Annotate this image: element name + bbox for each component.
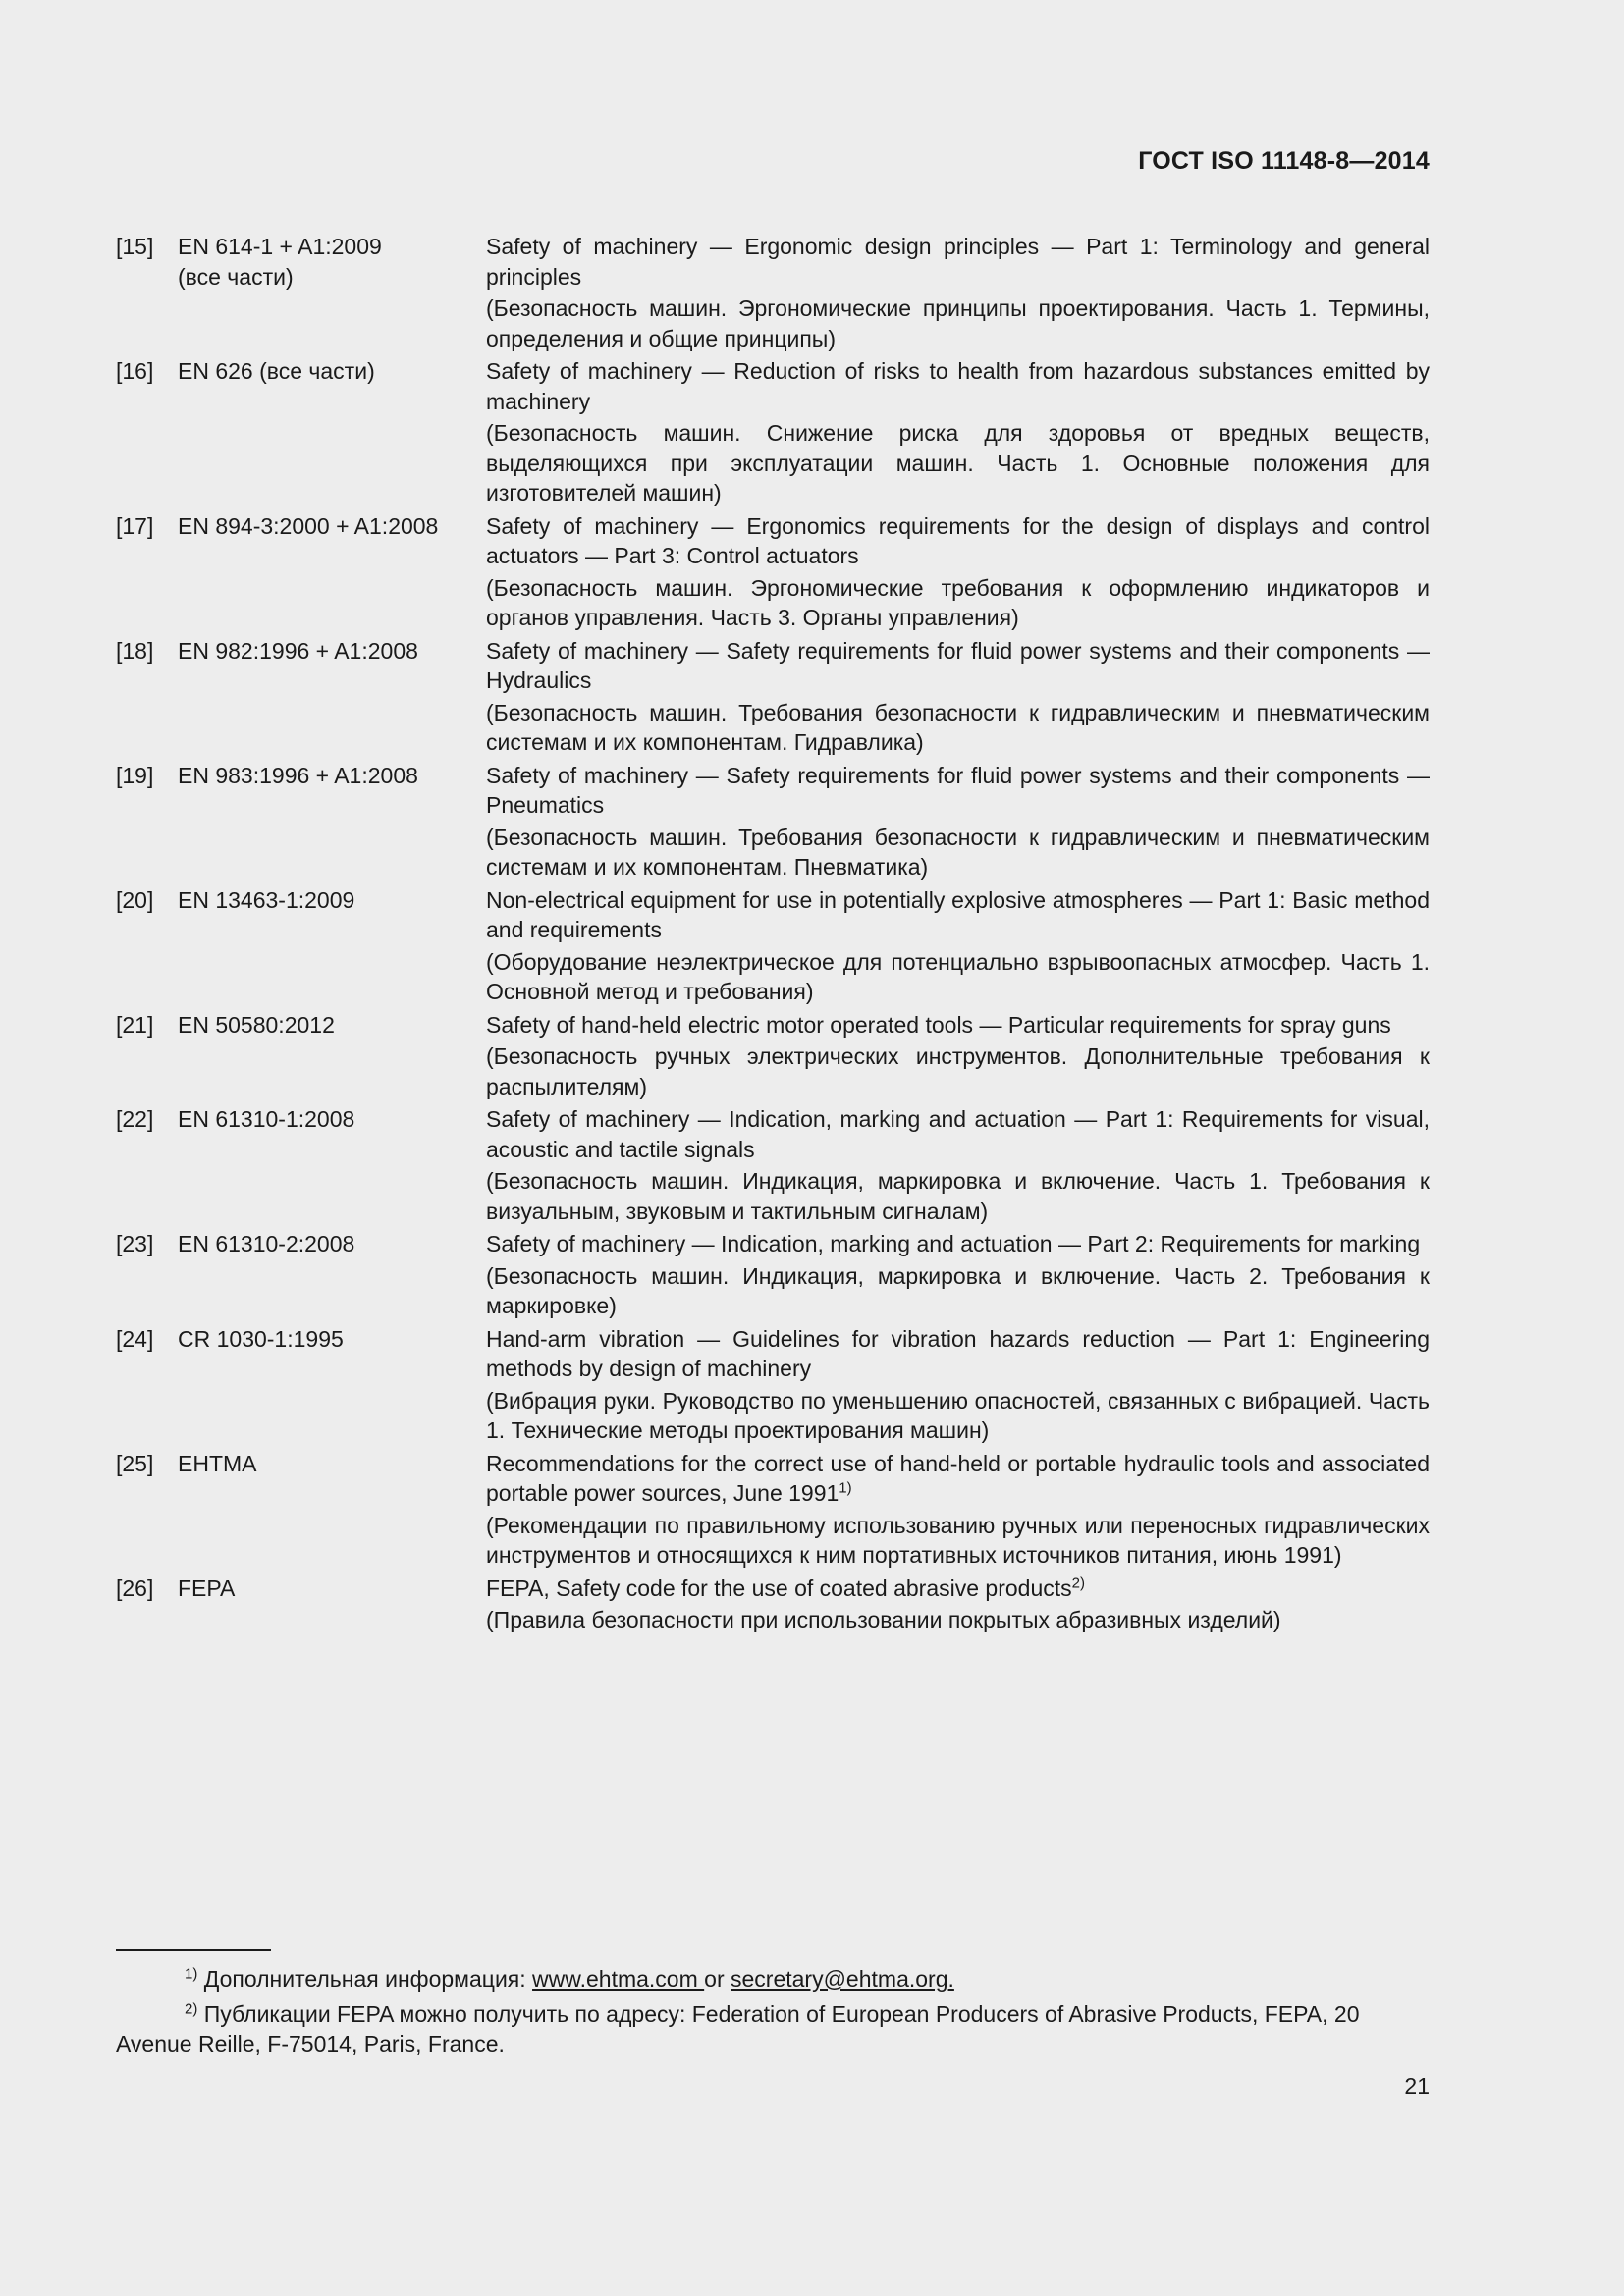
reference-title-en [486, 356, 1430, 416]
reference-code-line: EN 894-3:2000 + A1:2008 [178, 512, 439, 539]
reference-title-ru: (Безопасность машин. Индикация, маркировка и включение. Часть 2. Требования к маркировке) [486, 1262, 1430, 1318]
reference-code [178, 885, 486, 1007]
reference-entry [116, 1574, 1430, 1635]
reference-title-ru: (Вибрация руки. Руководство по уменьшению опасностей, связанных с вибрацией. Часть 1. Технические методы проектирования машин) [486, 1387, 1430, 1443]
footnote-reference-mark: 2) [1071, 1574, 1085, 1591]
reference-title-en-text: Safety of machinery — Indication, marking and actuation — Part 1: Requirements for visual, acoustic and tactile signals [486, 1106, 1430, 1162]
reference-entry [116, 1104, 1430, 1226]
reference-entry [116, 232, 1430, 353]
document-header: ГОСТ ISO 11148-8—2014 [1138, 147, 1430, 175]
reference-entry [116, 1229, 1430, 1321]
footnote-separator [116, 1949, 271, 1951]
reference-title-en-text: Safety of machinery — Ergonomic design principles — Part 1: Terminology and general principles [486, 234, 1430, 290]
reference-description [486, 511, 1430, 633]
reference-title-en-text: Non-electrical equipment for use in potentially explosive atmospheres — Part 1: Basic method and requirements [486, 886, 1430, 942]
reference-title-en-text: Safety of hand-held electric motor operated tools — Particular requirements for spray guns [486, 1011, 1391, 1038]
reference-title-ru: (Рекомендации по правильному использованию ручных или переносных гидравлических инструментов и относящихся к ним портативных источников питания, июнь 1991) [486, 1512, 1430, 1568]
reference-code-line: EHTMA [178, 1450, 257, 1476]
reference-entry [116, 511, 1430, 633]
reference-number: [17] [116, 512, 154, 539]
reference-title-en [486, 1010, 1430, 1041]
reference-title-ru: (Безопасность ручных электрических инструментов. Дополнительные требования к распылителям) [486, 1043, 1430, 1099]
reference-code-line: EN 50580:2012 [178, 1011, 335, 1038]
reference-title-en-text: Hand-arm vibration — Guidelines for vibration hazards reduction — Part 1: Engineering methods by design of machinery [486, 1325, 1430, 1381]
reference-code [178, 511, 486, 633]
reference-title-en [486, 1229, 1430, 1259]
reference-number: [15] [116, 234, 154, 259]
reference-title-ru: (Безопасность машин. Требования безопасности к гидравлическим и пневматическим системам и их компонентам. Пневматика) [486, 824, 1430, 880]
reference-code-line: FEPA [178, 1575, 236, 1601]
footnote-1 [116, 1964, 1430, 1995]
footnote-text: Дополнительная информация: [203, 1966, 533, 1992]
reference-description [486, 1574, 1430, 1635]
reference-description [486, 1104, 1430, 1226]
reference-code [178, 1229, 486, 1321]
reference-number: [22] [116, 1106, 154, 1132]
reference-title-en [486, 1449, 1430, 1509]
reference-number: [26] [116, 1575, 154, 1601]
reference-code-line: EN 61310-2:2008 [178, 1231, 355, 1256]
reference-description [486, 1010, 1430, 1102]
ehtma-website-link[interactable]: www.ehtma.com [532, 1966, 705, 1992]
reference-title-en-text: FEPA, Safety code for the use of coated abrasive products [486, 1575, 1072, 1601]
reference-title-en-text: Safety of machinery — Safety requirements for fluid power systems and their components — Pneumatics [486, 762, 1430, 818]
reference-number: [24] [116, 1325, 154, 1352]
reference-code [178, 636, 486, 758]
footnote-reference-mark: 1) [839, 1479, 852, 1497]
reference-code-line: CR 1030-1:1995 [178, 1325, 344, 1352]
reference-description [486, 1229, 1430, 1321]
reference-title-en [486, 1104, 1430, 1164]
reference-title-en [486, 232, 1430, 292]
reference-code [178, 1449, 486, 1571]
reference-number: [25] [116, 1450, 154, 1476]
bibliography-list [116, 232, 1430, 1638]
reference-code-line: EN 626 (все части) [178, 358, 375, 384]
reference-code [178, 1324, 486, 1446]
reference-code [178, 1104, 486, 1226]
reference-number: [16] [116, 358, 154, 384]
reference-title-en-text: Safety of machinery — Ergonomics requirements for the design of displays and control actuators — Part 3: Control actuators [486, 512, 1430, 568]
reference-title-ru: (Правила безопасности при использовании покрытых абразивных изделий) [486, 1607, 1281, 1632]
reference-description [486, 636, 1430, 758]
reference-title-en [486, 885, 1430, 945]
reference-entry [116, 636, 1430, 758]
footnote-mark: 1) [185, 1965, 198, 1983]
reference-number: [20] [116, 886, 154, 913]
reference-code [178, 232, 486, 353]
reference-code-line: EN 13463-1:2009 [178, 886, 355, 913]
reference-entry [116, 1449, 1430, 1571]
reference-title-en-text: Safety of machinery — Reduction of risks to health from hazardous substances emitted by machinery [486, 358, 1430, 414]
reference-code [178, 1010, 486, 1102]
footnote-text: Публикации FEPA можно получить по адресу: Federation of European Producers of Abrasive Products, FEPA, 20 Avenue Reille, F-75014, Paris, France. [116, 2001, 1360, 2056]
reference-code-line: EN 614-1 + A1:2009 [178, 234, 382, 259]
reference-title-en [486, 761, 1430, 821]
reference-title-en-text: Safety of machinery — Safety requirements for fluid power systems and their components — Hydraulics [486, 637, 1430, 693]
reference-description [486, 1449, 1430, 1571]
reference-title-ru: (Безопасность машин. Требования безопасности к гидравлическим и пневматическим системам и их компонентам. Гидравлика) [486, 699, 1430, 755]
reference-title-ru: (Оборудование неэлектрическое для потенциально взрывоопасных атмосфер. Часть 1. Основной метод и требования) [486, 948, 1430, 1004]
reference-code [178, 356, 486, 508]
footnote-2 [116, 2000, 1430, 2059]
reference-code-line: EN 982:1996 + A1:2008 [178, 637, 418, 664]
reference-title-en-text: Recommendations for the correct use of hand-held or portable hydraulic tools and associated portable power sources, June 1991 [486, 1450, 1430, 1506]
page-number: 21 [1404, 2073, 1430, 2099]
ehtma-email-link[interactable]: secretary@ehtma.org. [731, 1966, 954, 1992]
reference-entry [116, 1010, 1430, 1102]
reference-title-ru: (Безопасность машин. Снижение риска для здоровья от вредных веществ, выделяющихся при эксплуатации машин. Часть 1. Основные положения для изготовителей машин) [486, 420, 1430, 506]
reference-title-en [486, 1324, 1430, 1384]
footnote-connector: or [704, 1966, 731, 1992]
reference-title-ru: (Безопасность машин. Эргономические принципы проектирования. Часть 1. Термины, определения и общие принципы) [486, 295, 1430, 351]
reference-code [178, 761, 486, 882]
reference-entry [116, 1324, 1430, 1446]
reference-entry [116, 356, 1430, 508]
reference-description [486, 885, 1430, 1007]
reference-code-line: (все части) [178, 263, 294, 290]
reference-description [486, 356, 1430, 508]
reference-title-en-text: Safety of machinery — Indication, marking and actuation — Part 2: Requirements for marking [486, 1231, 1421, 1256]
reference-description [486, 1324, 1430, 1446]
reference-code [178, 1574, 486, 1635]
reference-description [486, 761, 1430, 882]
reference-entry [116, 885, 1430, 1007]
reference-title-en [486, 636, 1430, 696]
reference-title-en [486, 1574, 1430, 1604]
reference-code-line: EN 61310-1:2008 [178, 1106, 355, 1132]
reference-title-ru: (Безопасность машин. Индикация, маркировка и включение. Часть 1. Требования к визуальным, звуковым и тактильным сигналам) [486, 1168, 1430, 1224]
reference-number: [19] [116, 762, 154, 788]
reference-title-ru: (Безопасность машин. Эргономические требования к оформлению индикаторов и органов управления. Часть 3. Органы управления) [486, 574, 1430, 630]
footnotes [116, 1964, 1430, 2064]
reference-number: [18] [116, 637, 154, 664]
footnote-mark: 2) [185, 2000, 198, 2017]
reference-entry [116, 761, 1430, 882]
reference-description [486, 232, 1430, 353]
reference-number: [21] [116, 1011, 154, 1038]
reference-number: [23] [116, 1231, 154, 1256]
reference-code-line: EN 983:1996 + A1:2008 [178, 762, 418, 788]
reference-title-en [486, 511, 1430, 571]
